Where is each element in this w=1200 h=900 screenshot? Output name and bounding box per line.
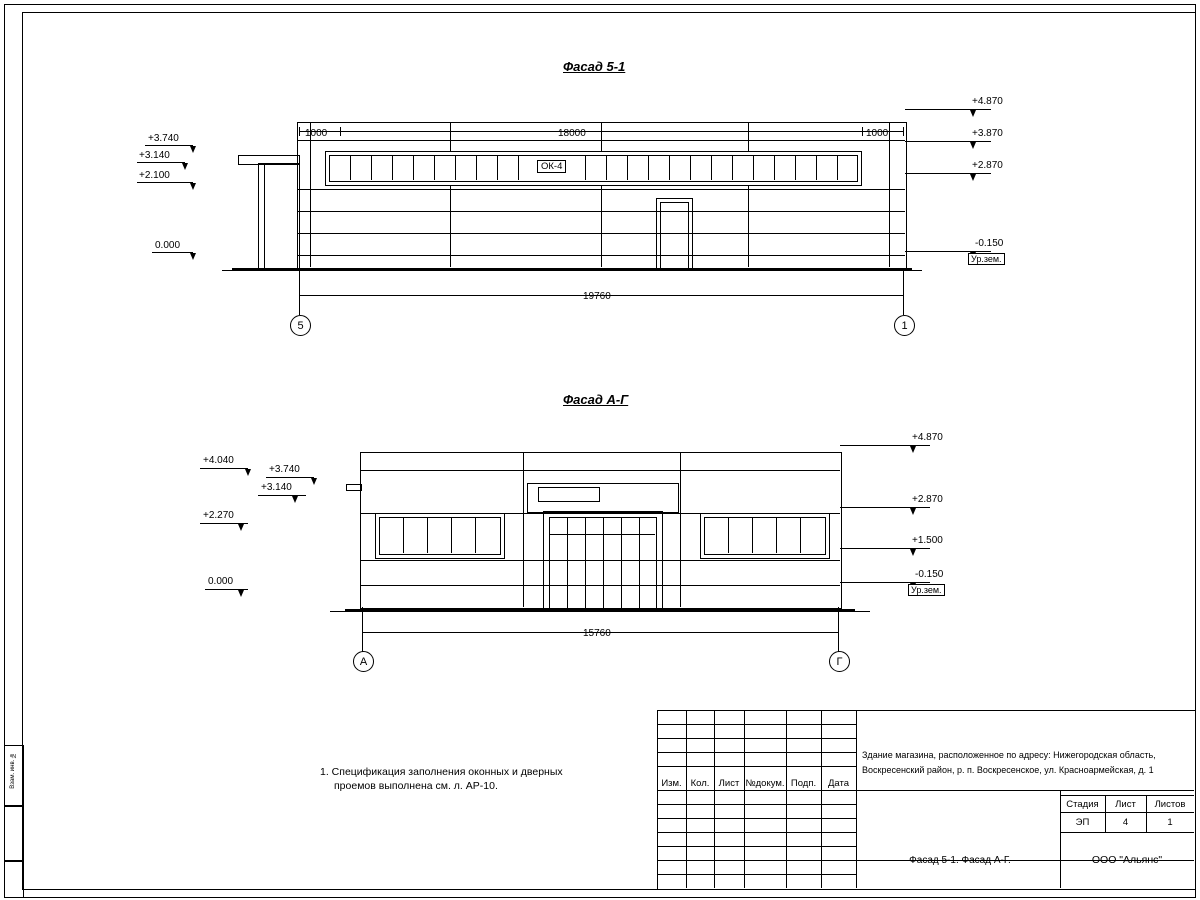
facade-1-mullion (816, 155, 817, 180)
level-line-2870-f1 (905, 173, 991, 174)
facade-1-dim-18000: 18000 (558, 128, 586, 139)
tb-header-podp: Подп. (790, 777, 817, 789)
facade-1-mullion (518, 155, 519, 180)
axis-bubble-5: 5 (290, 315, 311, 336)
level-line-ground-f1 (905, 251, 991, 252)
facade-1-mullion (585, 155, 586, 180)
facade-2-ground-line-thick (345, 609, 855, 611)
facade-2-window-right-inner (704, 517, 826, 555)
level-line-3740 (145, 145, 193, 146)
level-arrow-3140-f2 (292, 496, 298, 503)
facade-1-title: Фасад 5-1 (563, 59, 626, 74)
tb-stage-header: Стадия (1066, 798, 1099, 810)
facade-1-top-dim-tick (299, 127, 300, 136)
level-arrow-3140 (182, 163, 188, 170)
level-mark-2870-f1: +2.870 (972, 160, 1003, 171)
note-line-2: проемов выполнена см. л. АР-10. (334, 780, 498, 792)
tb-vline (821, 710, 822, 888)
tb-stage-hline-top (1060, 795, 1194, 796)
facade-1-mullion (711, 155, 712, 180)
level-mark-2270: +2.270 (203, 510, 234, 521)
facade-1-joint-3 (601, 122, 602, 267)
facade-1-joint-1 (310, 122, 311, 267)
facade-1-mullion (476, 155, 477, 180)
facade-1-mullion (434, 155, 435, 180)
axis-bubble-1: 1 (894, 315, 915, 336)
facade-1-top-dim-line (299, 131, 904, 132)
facade-2-entrance-mullion-3 (603, 517, 604, 609)
facade-1-mullion (795, 155, 796, 180)
facade-1-top-dim-tick (903, 127, 904, 136)
facade-2-window-right-mullion (800, 517, 801, 553)
tb-hline (657, 724, 856, 725)
level-arrow-2870-f1 (970, 174, 976, 181)
facade-1-mullion (669, 155, 670, 180)
facade-1-axis-stem-left (299, 295, 300, 315)
tb-object-line-1: Здание магазина, расположенное по адресу: Нижегородская область, (862, 750, 1156, 760)
side-stamp-box-2 (4, 805, 24, 862)
facade-1-mullion (606, 155, 607, 180)
facade-2-entrance-mullion-5 (639, 517, 640, 609)
tb-object-line-2: Воскресенский район, р. п. Воскресенское, ул. Красноармейская, д. 1 (862, 765, 1154, 775)
facade-2-joint-2 (680, 452, 681, 607)
level-arrow-4870-f1 (970, 110, 976, 117)
facade-1-annex-joint (264, 163, 265, 269)
tb-vline (744, 710, 745, 888)
tb-sheet-name: Фасад 5-1. Фасад А-Г. (909, 854, 1011, 866)
facade-1-mullion (350, 155, 351, 180)
facade-1-mullion (648, 155, 649, 180)
level-mark-0000-f2: 0.000 (208, 576, 234, 587)
axis-bubble-g: Г (829, 651, 850, 672)
tb-hline (657, 766, 856, 767)
tb-vline (786, 710, 787, 888)
facade-1-top-dim-tick (340, 127, 341, 136)
window-tag-ok4: ОК-4 (537, 160, 566, 173)
tb-hline (657, 710, 1194, 711)
level-mark-2100: +2.100 (139, 170, 170, 181)
level-mark-ground-f2: -0.150 (915, 569, 944, 580)
level-arrow-3740-f2 (311, 478, 317, 485)
tb-vline (856, 710, 857, 888)
facade-2-joint-1 (523, 452, 524, 607)
facade-2-ext-line-right (838, 607, 839, 632)
tb-hline (657, 832, 856, 833)
tb-sheets-value: 1 (1167, 817, 1173, 828)
level-mark-4040: +4.040 (203, 455, 234, 466)
tb-stage-hline-mid (1060, 812, 1194, 813)
side-stamp-label: Взам. инв. № (10, 752, 16, 789)
tb-sheet-header: Лист (1115, 798, 1136, 810)
facade-2-window-right-mullion (752, 517, 753, 553)
level-arrow-4870-f2 (910, 446, 916, 453)
facade-1-mullion (392, 155, 393, 180)
facade-2-left-ledge (346, 484, 362, 491)
level-arrow-4040 (245, 469, 251, 476)
tb-hline (657, 738, 856, 739)
tb-header-ndok: №докум. (745, 777, 785, 789)
facade-1-mullion (371, 155, 372, 180)
facade-2-window-left-mullion (451, 517, 452, 553)
tb-vline (686, 710, 687, 888)
level-line-2100 (137, 182, 193, 183)
tb-hline (657, 804, 856, 805)
facade-1-mullion (413, 155, 414, 180)
tb-hline (657, 818, 856, 819)
level-mark-3140-f2: +3.140 (261, 482, 292, 493)
level-mark-3870-f1: +3.870 (972, 128, 1003, 139)
level-arrow-2270 (238, 524, 244, 531)
facade-2-window-right-mullion (776, 517, 777, 553)
level-line-3140-f2 (258, 495, 306, 496)
note-line-1: 1. Спецификация заполнения оконных и дверных (320, 766, 563, 778)
facade-1-mullion (774, 155, 775, 180)
tb-header-data: Дата (827, 777, 850, 789)
facade-2-window-left-mullion (427, 517, 428, 553)
level-mark-4870-f2: +4.870 (912, 432, 943, 443)
facade-2-title: Фасад А-Г (563, 392, 629, 407)
facade-1-mullion (690, 155, 691, 180)
level-line-1500 (840, 548, 930, 549)
tb-hline (657, 874, 856, 875)
level-line-2870-f2 (840, 507, 930, 508)
ground-label-f2: Ур.зем. (908, 584, 945, 596)
facade-1-door-leaf (660, 202, 689, 270)
tb-hline-row (657, 790, 1194, 791)
facade-1-joint-2 (450, 122, 451, 267)
level-mark-ground-f1: -0.150 (975, 238, 1004, 249)
level-arrow-1500 (910, 549, 916, 556)
level-line-3140 (137, 162, 185, 163)
ground-label-f1: Ур.зем. (968, 253, 1005, 265)
facade-1-dim-1000-right: 1000 (866, 128, 889, 139)
level-arrow-0000-f2 (238, 590, 244, 597)
facade-1-ext-line-left (299, 270, 300, 295)
facade-1-joint-5 (889, 122, 890, 267)
facade-2-window-left-mullion (475, 517, 476, 553)
facade-1-window-band-inner (329, 155, 858, 182)
level-line-4870-f1 (905, 109, 991, 110)
facade-2-sign-panel (538, 487, 600, 502)
facade-2-entrance-mullion-2 (585, 517, 586, 609)
level-line-3740-f2 (266, 477, 314, 478)
level-arrow-2870-f2 (910, 508, 916, 515)
facade-1-dim-1000-left: 1000 (305, 128, 328, 139)
facade-2-overall-dim: 15760 (583, 628, 611, 639)
level-mark-4870-f1: +4.870 (972, 96, 1003, 107)
tb-vline (714, 710, 715, 888)
level-mark-2870-f2: +2.870 (912, 494, 943, 505)
tb-sheets-header: Листов (1154, 798, 1186, 810)
facade-2-window-left-mullion (403, 517, 404, 553)
level-arrow-2100 (190, 183, 196, 190)
tb-stage-hline-bot (1060, 832, 1194, 833)
facade-1-mullion (732, 155, 733, 180)
level-line-4040 (200, 468, 248, 469)
facade-1-ext-line-right (903, 270, 904, 295)
level-arrow-3740 (190, 146, 196, 153)
facade-1-top-dim-tick (862, 127, 863, 136)
facade-2-axis-stem-left (362, 632, 363, 652)
level-arrow-3870-f1 (970, 142, 976, 149)
facade-1-ground-line-thick (232, 268, 912, 270)
level-line-0000-f1 (152, 252, 193, 253)
side-stamp-box-3 (4, 860, 24, 898)
facade-2-window-left-inner (379, 517, 501, 555)
facade-1-mullion (627, 155, 628, 180)
facade-1-mullion (455, 155, 456, 180)
axis-bubble-a: А (353, 651, 374, 672)
level-line-3870-f1 (905, 141, 991, 142)
facade-2-window-right-mullion (728, 517, 729, 553)
level-mark-3740: +3.740 (148, 133, 179, 144)
level-mark-0000-f1: 0.000 (155, 240, 181, 251)
facade-1-mullion (837, 155, 838, 180)
facade-1-mullion (753, 155, 754, 180)
level-line-4870-f2 (840, 445, 930, 446)
facade-1-joint-4 (748, 122, 749, 267)
tb-company: ООО "Альянс" (1091, 854, 1163, 866)
facade-2-ground-line (330, 611, 870, 612)
facade-2-axis-stem-right (838, 632, 839, 652)
facade-1-axis-stem-right (903, 295, 904, 315)
facade-2-ext-line-left (362, 607, 363, 632)
facade-2-entrance-mullion-1 (567, 517, 568, 609)
level-arrow-0000-f1 (190, 253, 196, 260)
tb-header-list: Лист (718, 777, 740, 789)
level-mark-3140: +3.140 (139, 150, 170, 161)
facade-2-entrance-mullion-4 (621, 517, 622, 609)
facade-1-ground-line (222, 270, 922, 271)
tb-header-kol: Кол. (690, 777, 710, 789)
tb-header-izm: Изм. (661, 777, 682, 789)
tb-hline (657, 846, 856, 847)
tb-sheet-value: 4 (1122, 817, 1129, 828)
tb-vline (657, 710, 658, 888)
facade-2-parapet-line (360, 470, 840, 471)
facade-1-outline (297, 122, 907, 269)
tb-stage-value: ЭП (1075, 817, 1090, 828)
level-mark-3740-f2: +3.740 (269, 464, 300, 475)
side-stamp-box-1 (4, 745, 24, 807)
tb-hline (657, 752, 856, 753)
level-mark-1500: +1.500 (912, 535, 943, 546)
level-line-ground-f2 (840, 582, 930, 583)
facade-1-overall-dim: 19760 (583, 291, 611, 302)
facade-1-mullion (497, 155, 498, 180)
